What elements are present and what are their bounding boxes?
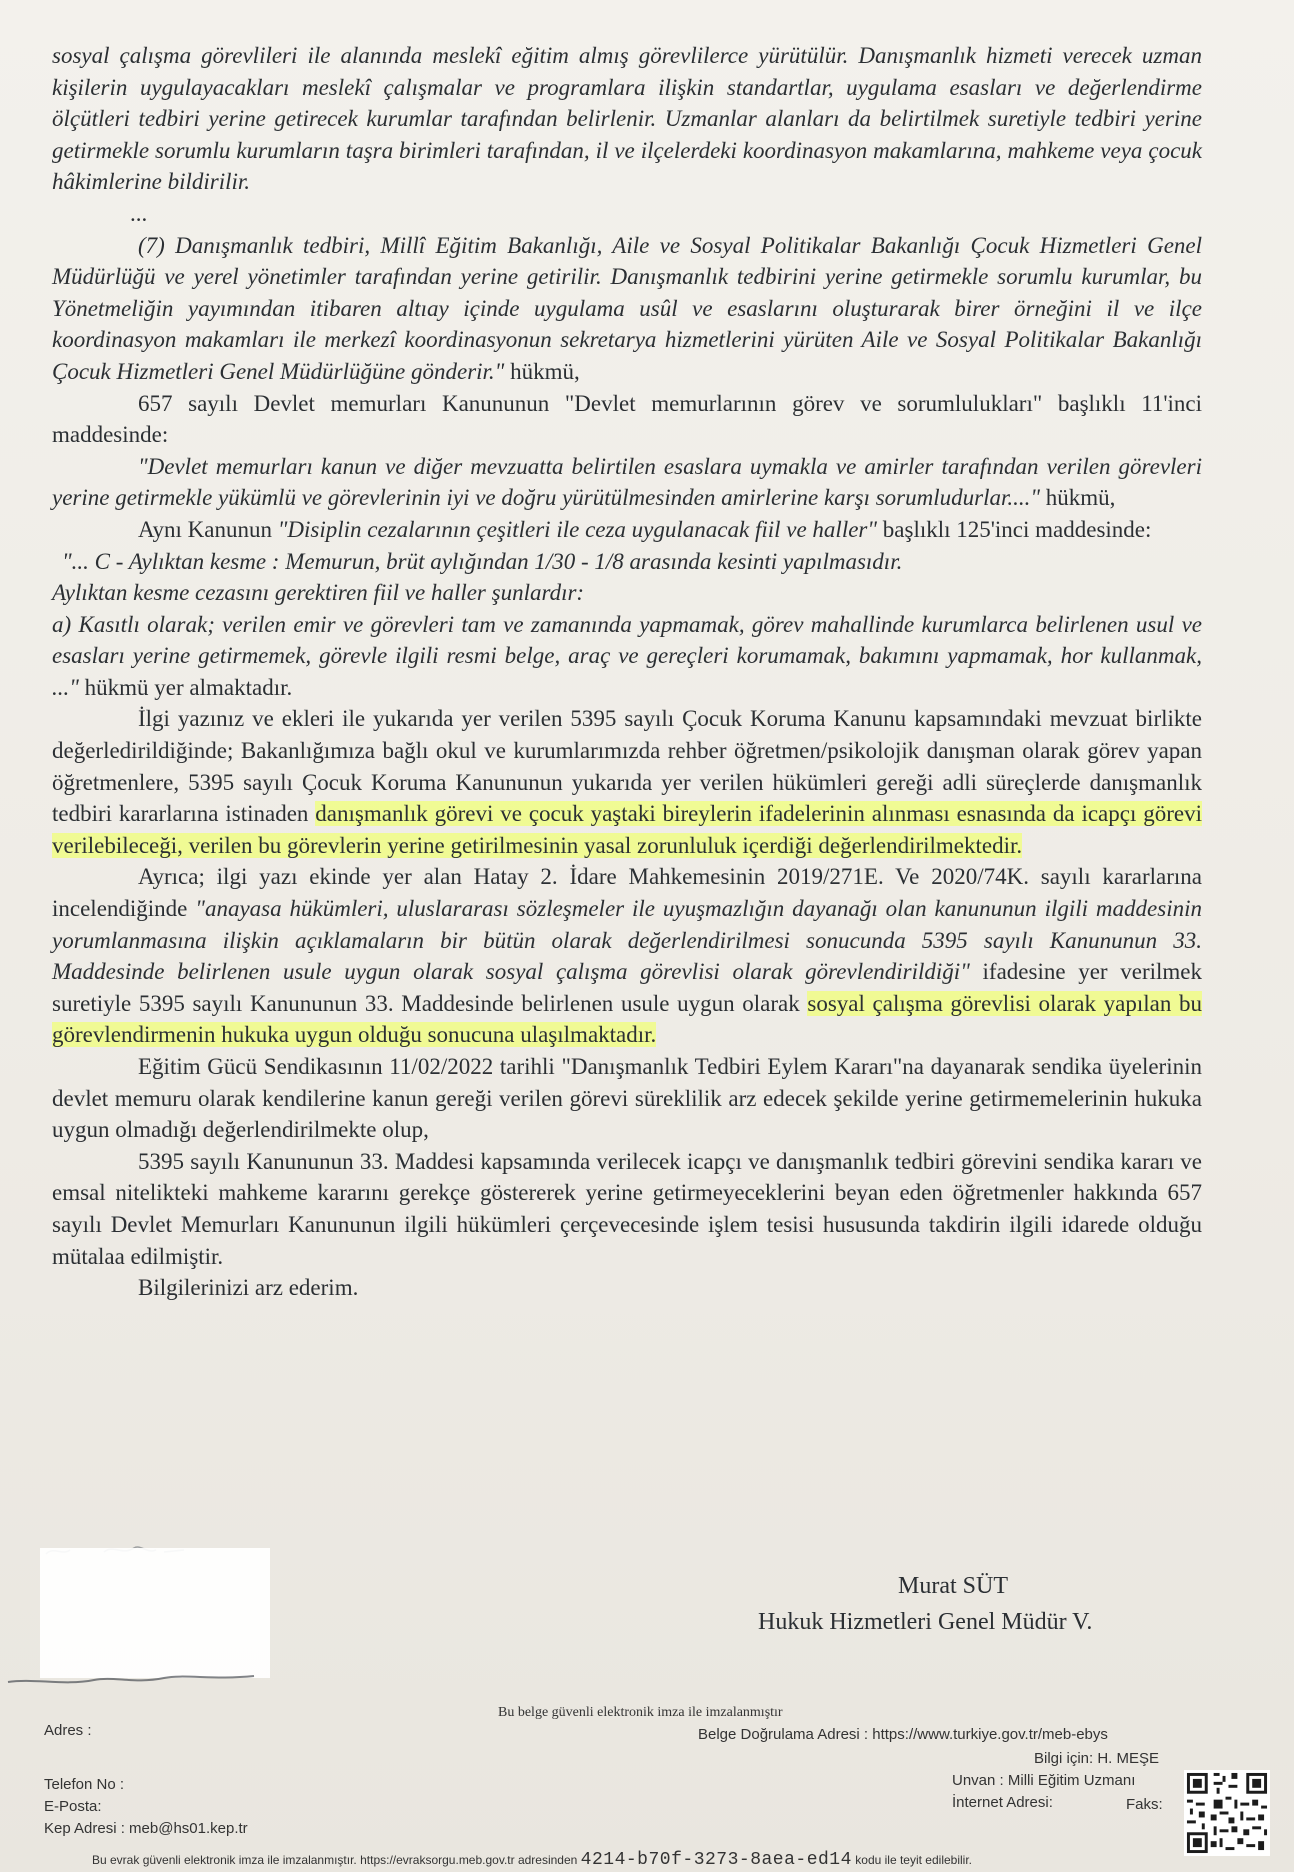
paragraph-11: Eğitim Gücü Sendikasının 11/02/2022 tarihli "Danışmanlık Tedbiri Eylem Kararı"na dayanarak sendika üyelerinin devlet memuru olarak kendilerine kanun gereği verilen görevi süreklilik arz edecek şekilde yerine getirmemelerinin hukuka uygun olmadığı değerlendirilmekte olup,	[52, 1054, 1202, 1143]
paragraph-10	[52, 861, 1202, 1051]
contact-info: Bilgi için: H. MEŞE	[1034, 1750, 1160, 1767]
paragraph-10-middle: ifadesine yer verilmek suretiyle 5395 sayılı Kanununun 33. Maddesinde belirlenen usule uygun olarak	[52, 959, 1202, 1016]
paragraph-7: Aylıktan kesme cezasını gerektiren fiil ve haller şunlardır:	[52, 580, 585, 606]
paragraph-10-quote: "anayasa hükümleri, uluslararası sözleşmeler ile uyuşmazlığın dayanağı olan kanununun ilgili maddesinin yorumlanmasına ilişkin açıklamaların bir bütün olarak değerlendirilmesi sonucunda 5395 sayılı Kanununun 33. Maddesinde belirlenen usule uygun olarak sosyal çalışma görevlisi olarak görevlendirildiği"	[52, 896, 1202, 985]
internet-address-label: İnternet Adresi:	[952, 1794, 1053, 1811]
signer-name: Murat SÜT	[898, 1573, 1008, 1599]
verification-prefix: Bu evrak güvenli elektronik imza ile imzalanmıştır. https://evraksorgu.meb.gov.tr adresinden	[92, 1853, 578, 1867]
paragraph-4-quote: "Devlet memurları kanun ve diğer mevzuatta belirtilen esaslara uymakla ve amirler tarafından verilen görevleri yerine getirmekle yükümlü ve görevlerinin iyi ve doğru yürütülmesinden amirlerine karşı sorumludurlar...."	[52, 453, 1202, 511]
paragraph-9	[52, 703, 1202, 861]
paragraph-5-start: Aynı Kanunun	[138, 516, 278, 542]
address-label: Adres :	[44, 1722, 92, 1739]
paragraph-1: sosyal çalışma görevlileri ile alanında meslekî eğitim almış görevlilerce yürütülür. Danışmanlık hizmeti verecek uzman kişilerin uygulayacakları meslekî çalışmalar ve programlara ilişkin standartlar, uygulama esasları ve değerlendirme ölçütleri tedbiri yerine getirecek kurumlar tarafından belirlenir. Uzmanlar alanları da belirtilmek suretiyle tedbiri yerine getirmekle sorumlu kurumların taşra birimleri tarafından, il ve ilçelerdeki koordinasyon makamlarına, mahkeme veya çocuk hâkimlerine bildirilir.	[52, 43, 1202, 195]
document-footer	[0, 1700, 1294, 1872]
paragraph-2	[52, 230, 1202, 388]
contact-title: Unvan : Milli Eğitim Uzmanı	[952, 1772, 1136, 1789]
closing-line: Bilgilerinizi arz ederim.	[138, 1275, 359, 1301]
email-label: E-Posta:	[44, 1798, 102, 1815]
paragraph-8-tail: hükmü yer almaktadır.	[78, 674, 293, 700]
verification-suffix: kodu ile teyit edilebilir.	[855, 1853, 972, 1867]
document-body	[52, 40, 1202, 1304]
paragraph-8	[52, 609, 1202, 704]
paragraph-2-quote: (7) Danışmanlık tedbiri, Millî Eğitim Bakanlığı, Aile ve Sosyal Politikalar Bakanlığı Çocuk Hizmetleri Genel Müdürlüğü ve yerel yönetimler tarafından yerine getirilir. Danışmanlık tedbirini yerine getirmekle sorumlu kurumlar, bu Yönetmeliğin yayımından itibaren altıay içinde uygulama usûl ve esaslarını oluşturarak birer örneğini il ve ilçe koordinasyon makamları ile merkezî koordinasyonun sekretarya hizmetlerini yürüten Aile ve Sosyal Politikalar Bakanlığı Çocuk Hizmetleri Genel Müdürlüğüne gönderir."	[52, 232, 1202, 384]
esign-note: Bu belge güvenli elektronik imza ile imzalanmıştır	[498, 1705, 783, 1720]
paragraph-4	[52, 451, 1202, 514]
kep-label: Kep Adresi	[44, 1820, 117, 1837]
paragraph-6: "... C - Aylıktan kesme : Memurun, brüt aylığından 1/30 - 1/8 arasında kesinti yapılmasıdır.	[62, 548, 903, 574]
paragraph-4-tail: hükmü,	[1040, 485, 1116, 511]
paragraph-5-quote: "Disiplin cezalarının çeşitleri ile ceza uygulanacak fiil ve haller"	[277, 516, 878, 542]
fax-label: Faks:	[1126, 1796, 1163, 1813]
kep-address	[44, 1820, 248, 1837]
verification-code: 4214-b70f-3273-8aea-ed14	[580, 1850, 852, 1870]
paragraph-2-tail: hükmü,	[504, 358, 580, 384]
signature-stroke	[4, 1668, 264, 1692]
paragraph-12: 5395 sayılı Kanununun 33. Maddesi kapsamında verilecek icapçı ve danışmanlık tedbiri görevini sendika kararı ve emsal nitelikteki mahkeme kararını gerekçe göstererek yerine getirmeyeceklerini beyan eden öğretmenler hakkında 657 sayılı Devlet Memurları Kanununun ilgili hükümleri çerçevecesinde işlem tesisi hususunda takdirin ilgili idarede olduğu mütalaa edilmiştir.	[52, 1148, 1202, 1269]
paragraph-5	[52, 514, 1202, 546]
redaction-patch	[40, 1548, 270, 1678]
verification-address: Belge Doğrulama Adresi : https://www.turkiye.gov.tr/meb-ebys	[698, 1726, 1108, 1743]
paragraph-5-end: başlıklı 125'inci maddesinde:	[877, 516, 1152, 542]
ellipsis: ...	[130, 200, 148, 226]
paragraph-10-highlight: sosyal çalışma görevlisi olarak yapılan bu görevlendirmenin hukuka uygun olduğu sonucuna ulaşılmaktadır.	[52, 990, 1202, 1048]
qr-code-icon	[1184, 1770, 1270, 1856]
paragraph-9-highlight: danışmanlık görevi ve çocuk yaştaki bireylerin ifadelerinin alınması esnasında da icapçı görevi verilebileceği, verilen bu görevlerin yerine getirilmesinin yasal zorunluluk içerdiği değerlendirilmektedir.	[52, 801, 1202, 858]
phone-label: Telefon No :	[44, 1776, 125, 1793]
paragraph-3: 657 sayılı Devlet memurları Kanununun "Devlet memurlarının görev ve sorumlulukları" başlıklı 11'inci maddesinde:	[52, 390, 1202, 448]
paragraph-10-start: Ayrıca; ilgi yazı ekinde yer alan Hatay 2. İdare Mahkemesinin 2019/271E. Ve 2020/74K. sayılı kararlarına incelendiğinde	[52, 864, 1202, 922]
kep-value: : meb@hs01.kep.tr	[120, 1820, 248, 1837]
signature-block	[758, 1568, 1092, 1640]
verification-line	[92, 1850, 972, 1870]
paragraph-9-text: İlgi yazınız ve ekleri ile yukarıda yer verilen 5395 sayılı Çocuk Koruma Kanunu kapsamındaki mevzuat birlikte değerledirildiğinde; Bakanlığımıza bağlı okul ve kurumlarımızda rehber öğretmen/psikolojik danışman olarak görev yapan öğretmenlere, 5395 sayılı Çocuk Koruma Kanununun yukarıda yer verilen hükümleri gereği adli süreçlerde danışmanlık tedbiri kararlarına istinaden	[52, 706, 1202, 827]
signer-title: Hukuk Hizmetleri Genel Müdür V.	[758, 1609, 1093, 1635]
paragraph-8-quote: a) Kasıtlı olarak; verilen emir ve görevleri tam ve zamanında yapmamak, görev mahallinde kurumlarca belirlenen usul ve esasları yerine getirmemek, görevle ilgili resmi belge, araç ve gereçleri korumamak, bakımını yapmamak, hor kullanmak, ..."	[52, 611, 1202, 700]
